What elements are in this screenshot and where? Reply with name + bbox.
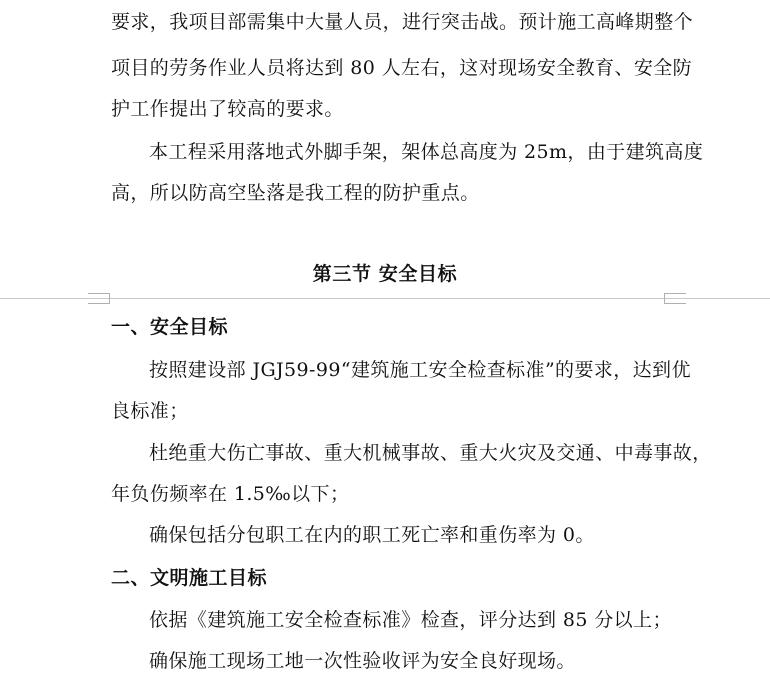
section-heading-civilized-construction: 二、文明施工目标 [111, 567, 268, 589]
page-break-line [0, 298, 770, 299]
left-margin-marker [88, 293, 110, 304]
paragraph-line: 要求，我项目部需集中大量人员，进行突击战。预计施工高峰期整个 [111, 11, 694, 33]
paragraph-line: 高，所以防高空坠落是我工程的防护重点。 [111, 182, 480, 204]
paragraph-line: 项目的劳务作业人员将达到 80 人左右，这对现场安全教育、安全防 [111, 57, 693, 79]
paragraph-line: 依据《建筑施工安全检查标准》检查，评分达到 85 分以上； [149, 609, 672, 631]
paragraph-line: 按照建设部 JGJ59-99“建筑施工安全检查标准”的要求，达到优 [149, 359, 691, 381]
paragraph-line: 良标准； [111, 400, 189, 422]
section-heading-safety-goals: 一、安全目标 [111, 316, 229, 338]
paragraph-line: 本工程采用落地式外脚手架，架体总高度为 25m，由于建筑高度 [149, 141, 704, 163]
right-margin-marker [664, 293, 686, 304]
section-title: 第三节 安全目标 [312, 263, 458, 285]
paragraph-line: 确保施工现场工地一次性验收评为安全良好现场。 [149, 650, 576, 672]
paragraph-line: 确保包括分包职工在内的职工死亡率和重伤率为 0。 [149, 524, 595, 546]
paragraph-line: 年负伤频率在 1.5‰以下； [111, 483, 350, 505]
paragraph-line: 杜绝重大伤亡事故、重大机械事故、重大火灾及交通、中毒事故， [149, 442, 712, 464]
paragraph-line: 护工作提出了较高的要求。 [111, 98, 344, 120]
